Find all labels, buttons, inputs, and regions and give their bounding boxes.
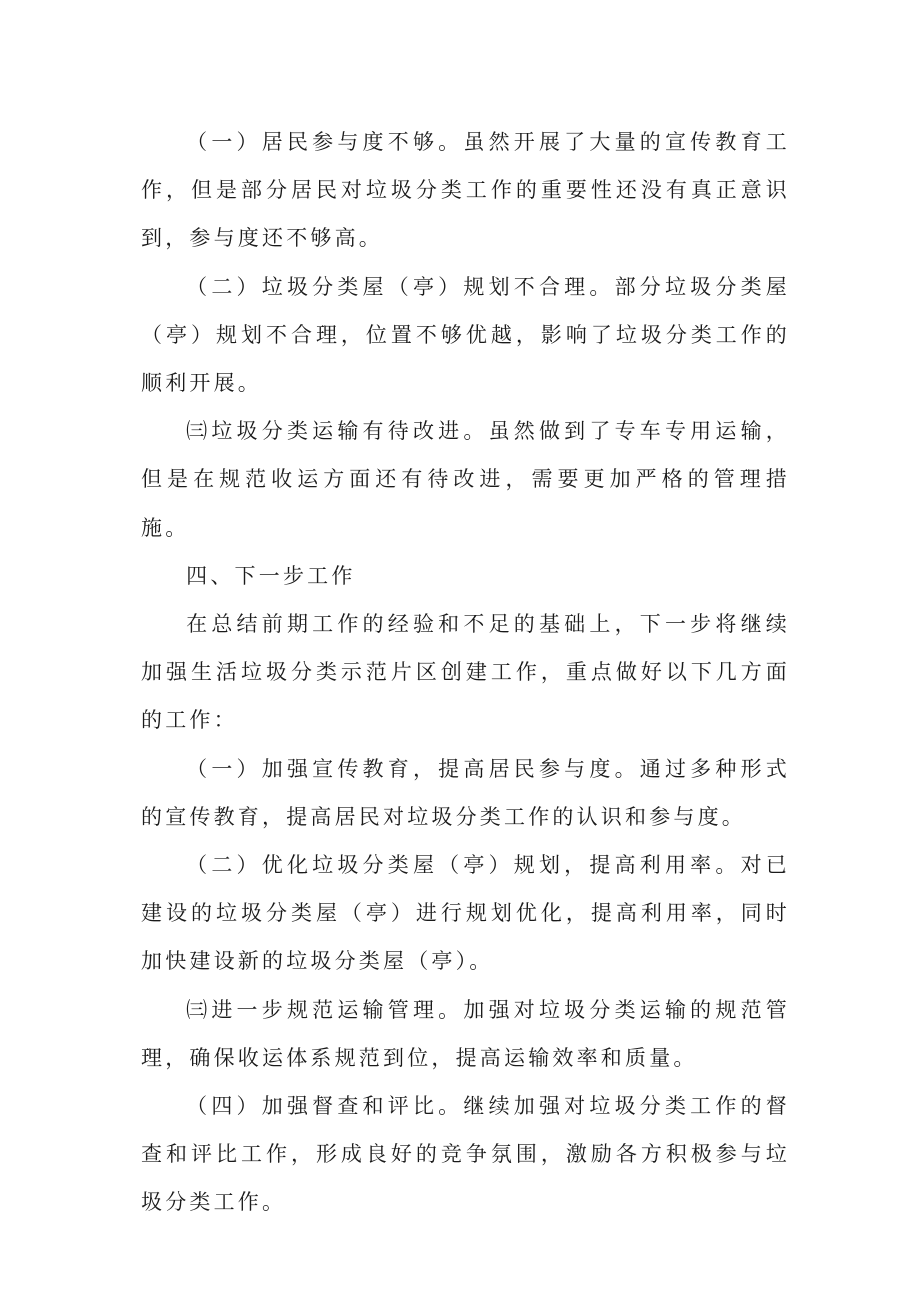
paragraph-problem-3: ㈢垃圾分类运输有待改进。虽然做到了专车专用运输，但是在规范收运方面还有待改进，需要更加严格的管理措施。 [141, 419, 790, 540]
paragraph-problem-2: （二）垃圾分类屋（亭）规划不合理。部分垃圾分类屋（亭）规划不合理，位置不够优越，影响了垃圾分类工作的顺利开展。 [141, 274, 790, 396]
paragraph-problem-1: （一）居民参与度不够。虽然开展了大量的宣传教育工作，但是部分居民对垃圾分类工作的重要性还没有真正意识到，参与度还不够高。 [141, 130, 790, 251]
section-heading-next-steps: 四、下一步工作 [186, 563, 356, 588]
paragraph-step-4: （四）加强督查和评比。继续加强对垃圾分类工作的督查和评比工作，形成良好的竞争氛围，激励各方积极参与垃圾分类工作。 [141, 1094, 790, 1215]
paragraph-step-2: （二）优化垃圾分类屋（亭）规划，提高利用率。对已建设的垃圾分类屋（亭）进行规划优化，提高利用率，同时加快建设新的垃圾分类屋（亭）。 [141, 853, 790, 974]
paragraph-next-steps-intro: 在总结前期工作的经验和不足的基础上，下一步将继续加强生活垃圾分类示范片区创建工作，重点做好以下几方面的工作： [141, 612, 790, 733]
paragraph-step-3: ㈢进一步规范运输管理。加强对垃圾分类运输的规范管理，确保收运体系规范到位，提高运输效率和质量。 [141, 997, 790, 1070]
paragraph-step-1: （一）加强宣传教育，提高居民参与度。通过多种形式的宣传教育，提高居民对垃圾分类工作的认识和参与度。 [141, 756, 790, 829]
